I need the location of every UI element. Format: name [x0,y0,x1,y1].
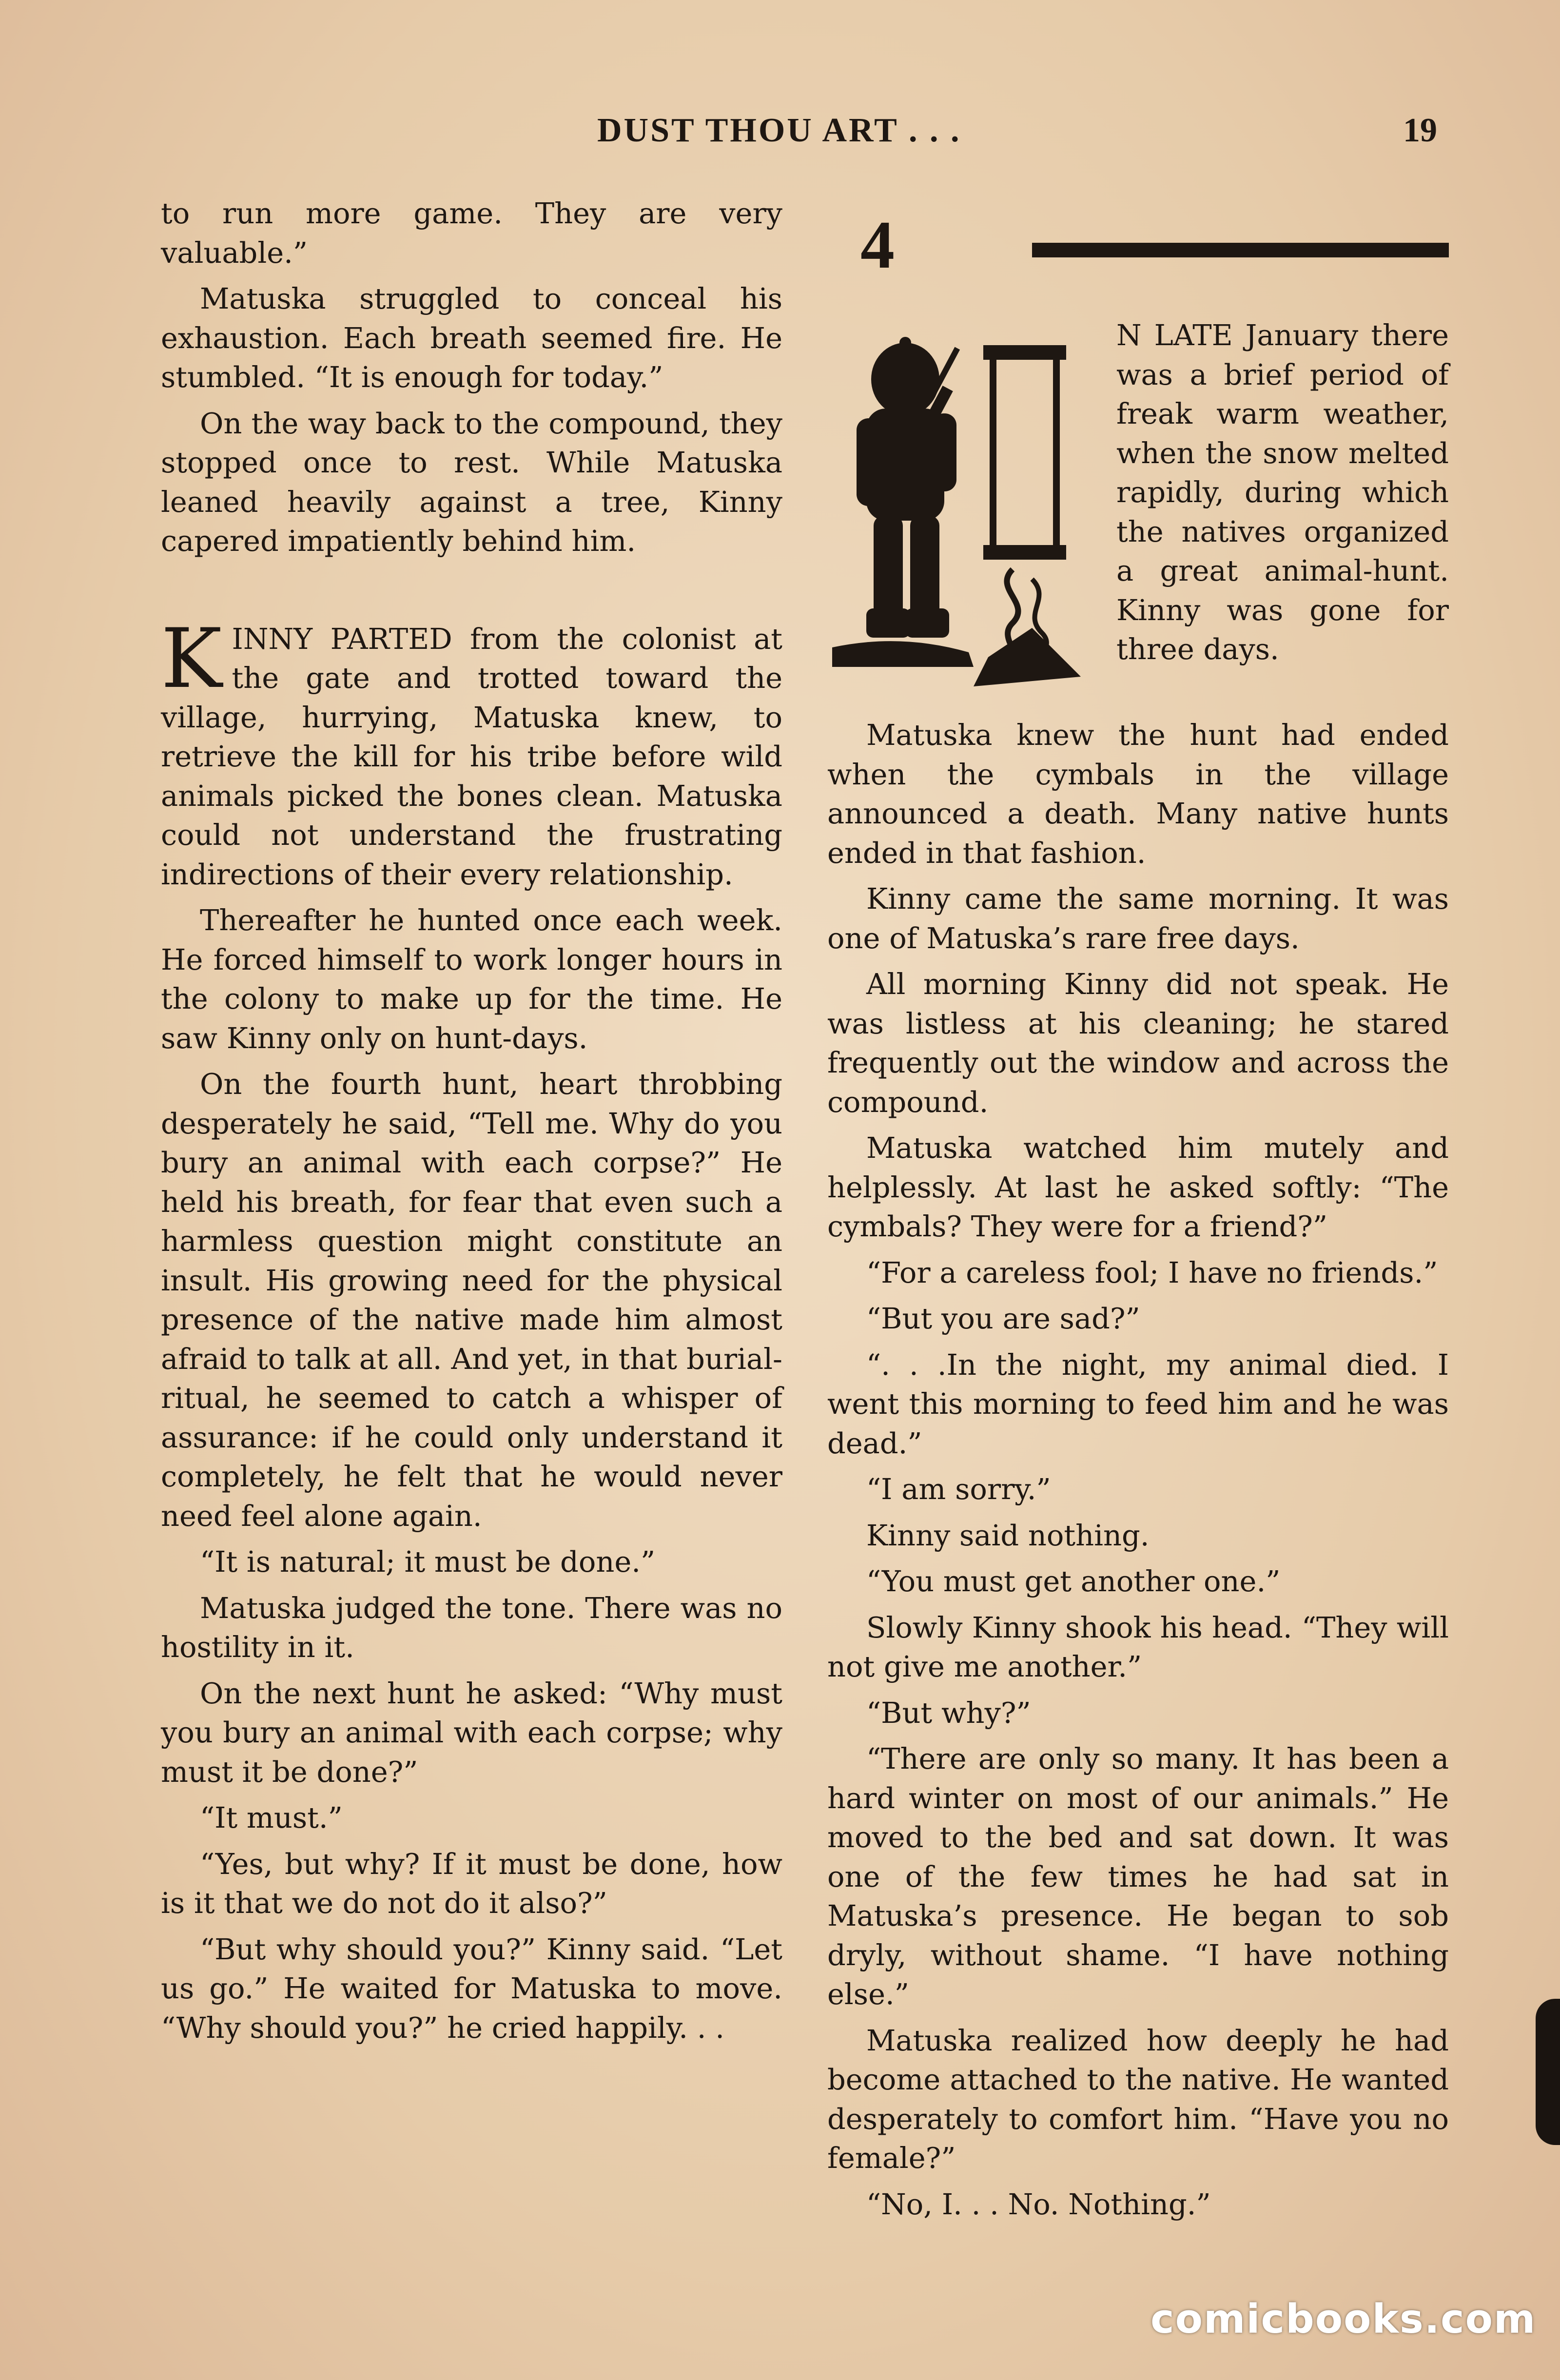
paragraph: “No, I. . . No. Nothing.” [866,2187,1211,2221]
paragraph: Slowly Kinny shook his head. “They will not give me another.” [827,1610,1449,1683]
paragraph: “For a careless fool; I have no friends.” [866,1255,1438,1289]
paragraph: to run more game. They are very valuable.” [161,196,782,270]
left-column [161,194,782,2054]
chapter-number: 4 [860,207,895,283]
paragraph-text: N LATE January there was a brief period of freak warm weather, when the snow melted rapidly, during which the natives organized a great animal-hunt. Kinny was gone for three days. [1116,318,1449,666]
paragraph: “There are only so many. It has been a hard winter on most of our animals.” He moved to the bed and sat down. It was one of the few times he had sat in Matuska’s presence. He began to sob dryly, without shame. “I have nothing else.” [827,1742,1449,2011]
spaceman-drop-cap-image [827,316,1108,716]
paragraph: “It must.” [200,1801,343,1834]
paragraph: Kinny said nothing. [866,1518,1150,1552]
paragraph: Matuska watched him mutely and helplessly. At last he asked softly: “The cymbals? They were for a friend?” [827,1131,1449,1243]
paragraph: Matuska struggled to conceal his exhaustion. Each breath seemed fire. He stumbled. “It is enough for today.” [161,282,782,394]
page-edge-stain [1536,1999,1560,2145]
paragraph: Matuska realized how deeply he had become attached to the native. He wanted desperately to comfort him. “Have you no female?” [827,2023,1449,2175]
paragraph: “You must get another one.” [866,1564,1281,1598]
watermark: comicbooks.com [1150,2296,1537,2342]
chapter-rule [1032,243,1449,257]
paragraph: Matuska knew the hunt had ended when the cymbals in the village announced a death. Many native hunts ended in that fashion. [827,718,1449,870]
paragraph: Thereafter he hunted once each week. He forced himself to work longer hours in the colony to make up for the time. He saw Kinny only on hunt-days. [161,903,782,1055]
paragraph: All morning Kinny did not speak. He was listless at his cleaning; he stared frequently out the window and across the compound. [827,967,1449,1119]
chapter-heading [827,194,1449,316]
paragraph: “But why?” [866,1696,1031,1730]
paragraph: On the next hunt he asked: “Why must you bury an animal with each corpse; why must it be done?” [161,1676,782,1789]
paragraph: “It is natural; it must be done.” [200,1545,656,1579]
page-number: 19 [1403,112,1437,149]
drop-cap: K [161,610,222,706]
paragraph: “But you are sad?” [866,1302,1140,1335]
paragraph: Matuska judged the tone. There was no hostility in it. [161,1591,782,1664]
paragraph-text: INNY PARTED from the colonist at the gate and trotted toward the village, hurrying, Matuska knew, to retrieve the kill for his tribe before wild animals picked the bones clean. Matuska could not understand the frustrating indirections of their every relationship. [161,622,782,891]
running-title: DUST THOU ART . . . [597,112,961,149]
paragraph: Kinny came the same morning. It was one of Matuska’s rare free days. [827,882,1449,955]
section-paragraph [161,610,782,895]
paragraph: On the way back to the compound, they stopped once to rest. While Matuska leaned heavily against a tree, Kinny capered impatiently behind him. [161,406,782,558]
paragraph: On the fourth hunt, heart throbbing desperately he said, “Tell me. Why do you bury an animal with each corpse?” He held his breath, for fear that even such a harmless question might constitute an insult. His growing need for the physical presence of the native made him almost afraid to talk at all. And yet, in that burial-ritual, he seemed to catch a whisper of assurance: if he could only understand it completely, he felt that he would never need feel alone again. [161,1067,782,1533]
paragraph: “But why should you?” Kinny said. “Let us go.” He waited for Matuska to move. “Why should you?” he cried happily. . . [161,1932,782,2045]
paragraph: “. . .In the night, my animal died. I went this morning to feed him and he was dead.” [827,1347,1449,1460]
paragraph: “Yes, but why? If it must be done, how is it that we do not do it also?” [161,1847,782,1920]
spaceman-illustration [827,316,1108,716]
right-column [827,194,1449,2231]
paragraph: “I am sorry.” [866,1472,1051,1506]
